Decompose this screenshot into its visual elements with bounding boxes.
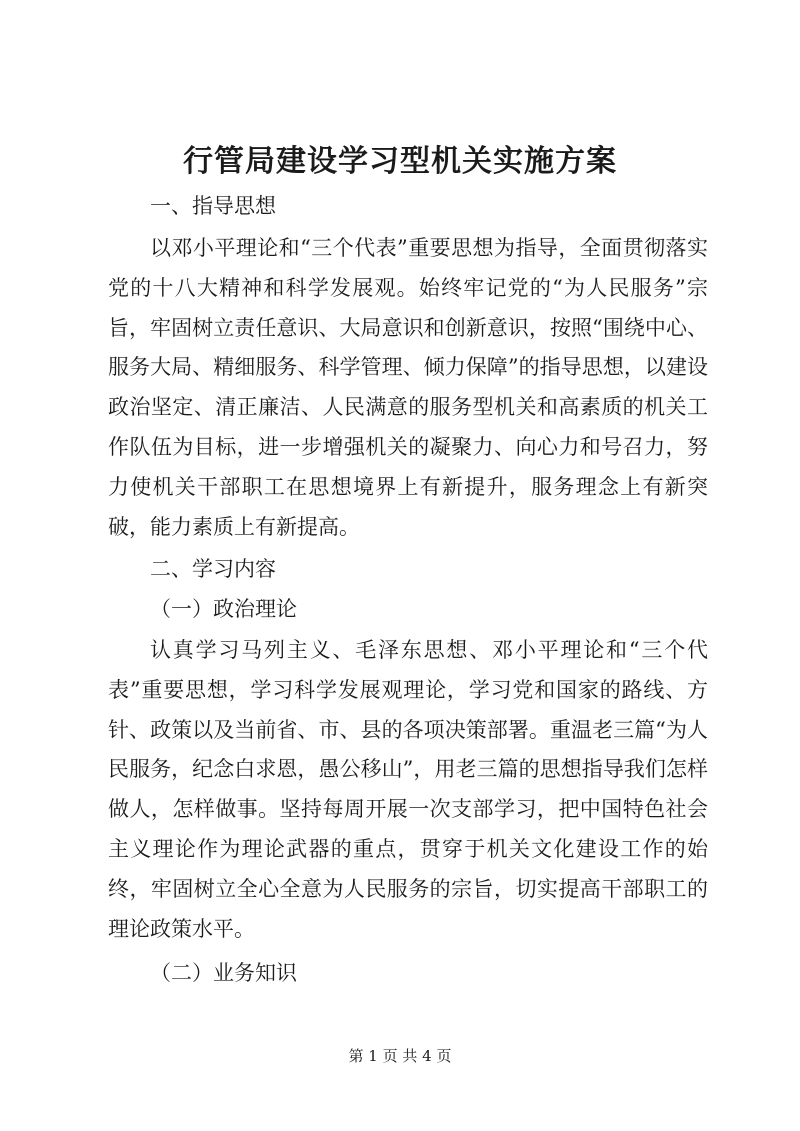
document-title: 行管局建设学习型机关实施方案 [183,144,617,179]
subsection-heading-business-knowledge: （二）业务知识 [150,961,297,985]
section-heading-study-content: 二、学习内容 [150,557,276,581]
paragraph-political-theory: 认真学习马列主义、毛泽东思想、邓小平理论和“三个代表”重要思想，学习科学发展观理论，学习党和国家的路线、方针、政策以及当前省、市、县的各项决策部署。重温老三篇“为人民服务，纪念白求恩，愚公移山”，用老三篇的思想指导我们怎样做人，怎样做事。坚持每周开展一次支部学习，把中国特色社会主义理论作为理论武器的重点，贯穿于机关文化建设工作的始终，牢固树立全心全意为人民服务的宗旨，切实提高干部职工的理论政策水平。 [108,638,708,941]
paragraph-guiding-ideology: 以邓小平理论和“三个代表”重要思想为指导，全面贯彻落实党的十八大精神和科学发展观。始终牢记党的“为人民服务”宗旨，牢固树立责任意识、大局意识和创新意识，按照“围绕中心、服务大局、精细服务、科学管理、倾力保障”的指导思想，以建设政治坚定、清正廉洁、人民满意的服务型机关和高素质的机关工作队伍为目标，进一步增强机关的凝聚力、向心力和号召力，努力使机关干部职工在思想境界上有新提升，服务理念上有新突破，能力素质上有新提高。 [108,236,708,539]
page-number-footer: 第 1 页 共 4 页 [348,1047,452,1065]
section-heading-guiding-ideology: 一、指导思想 [150,194,276,218]
subsection-heading-political-theory: （一）政治理论 [150,597,297,621]
